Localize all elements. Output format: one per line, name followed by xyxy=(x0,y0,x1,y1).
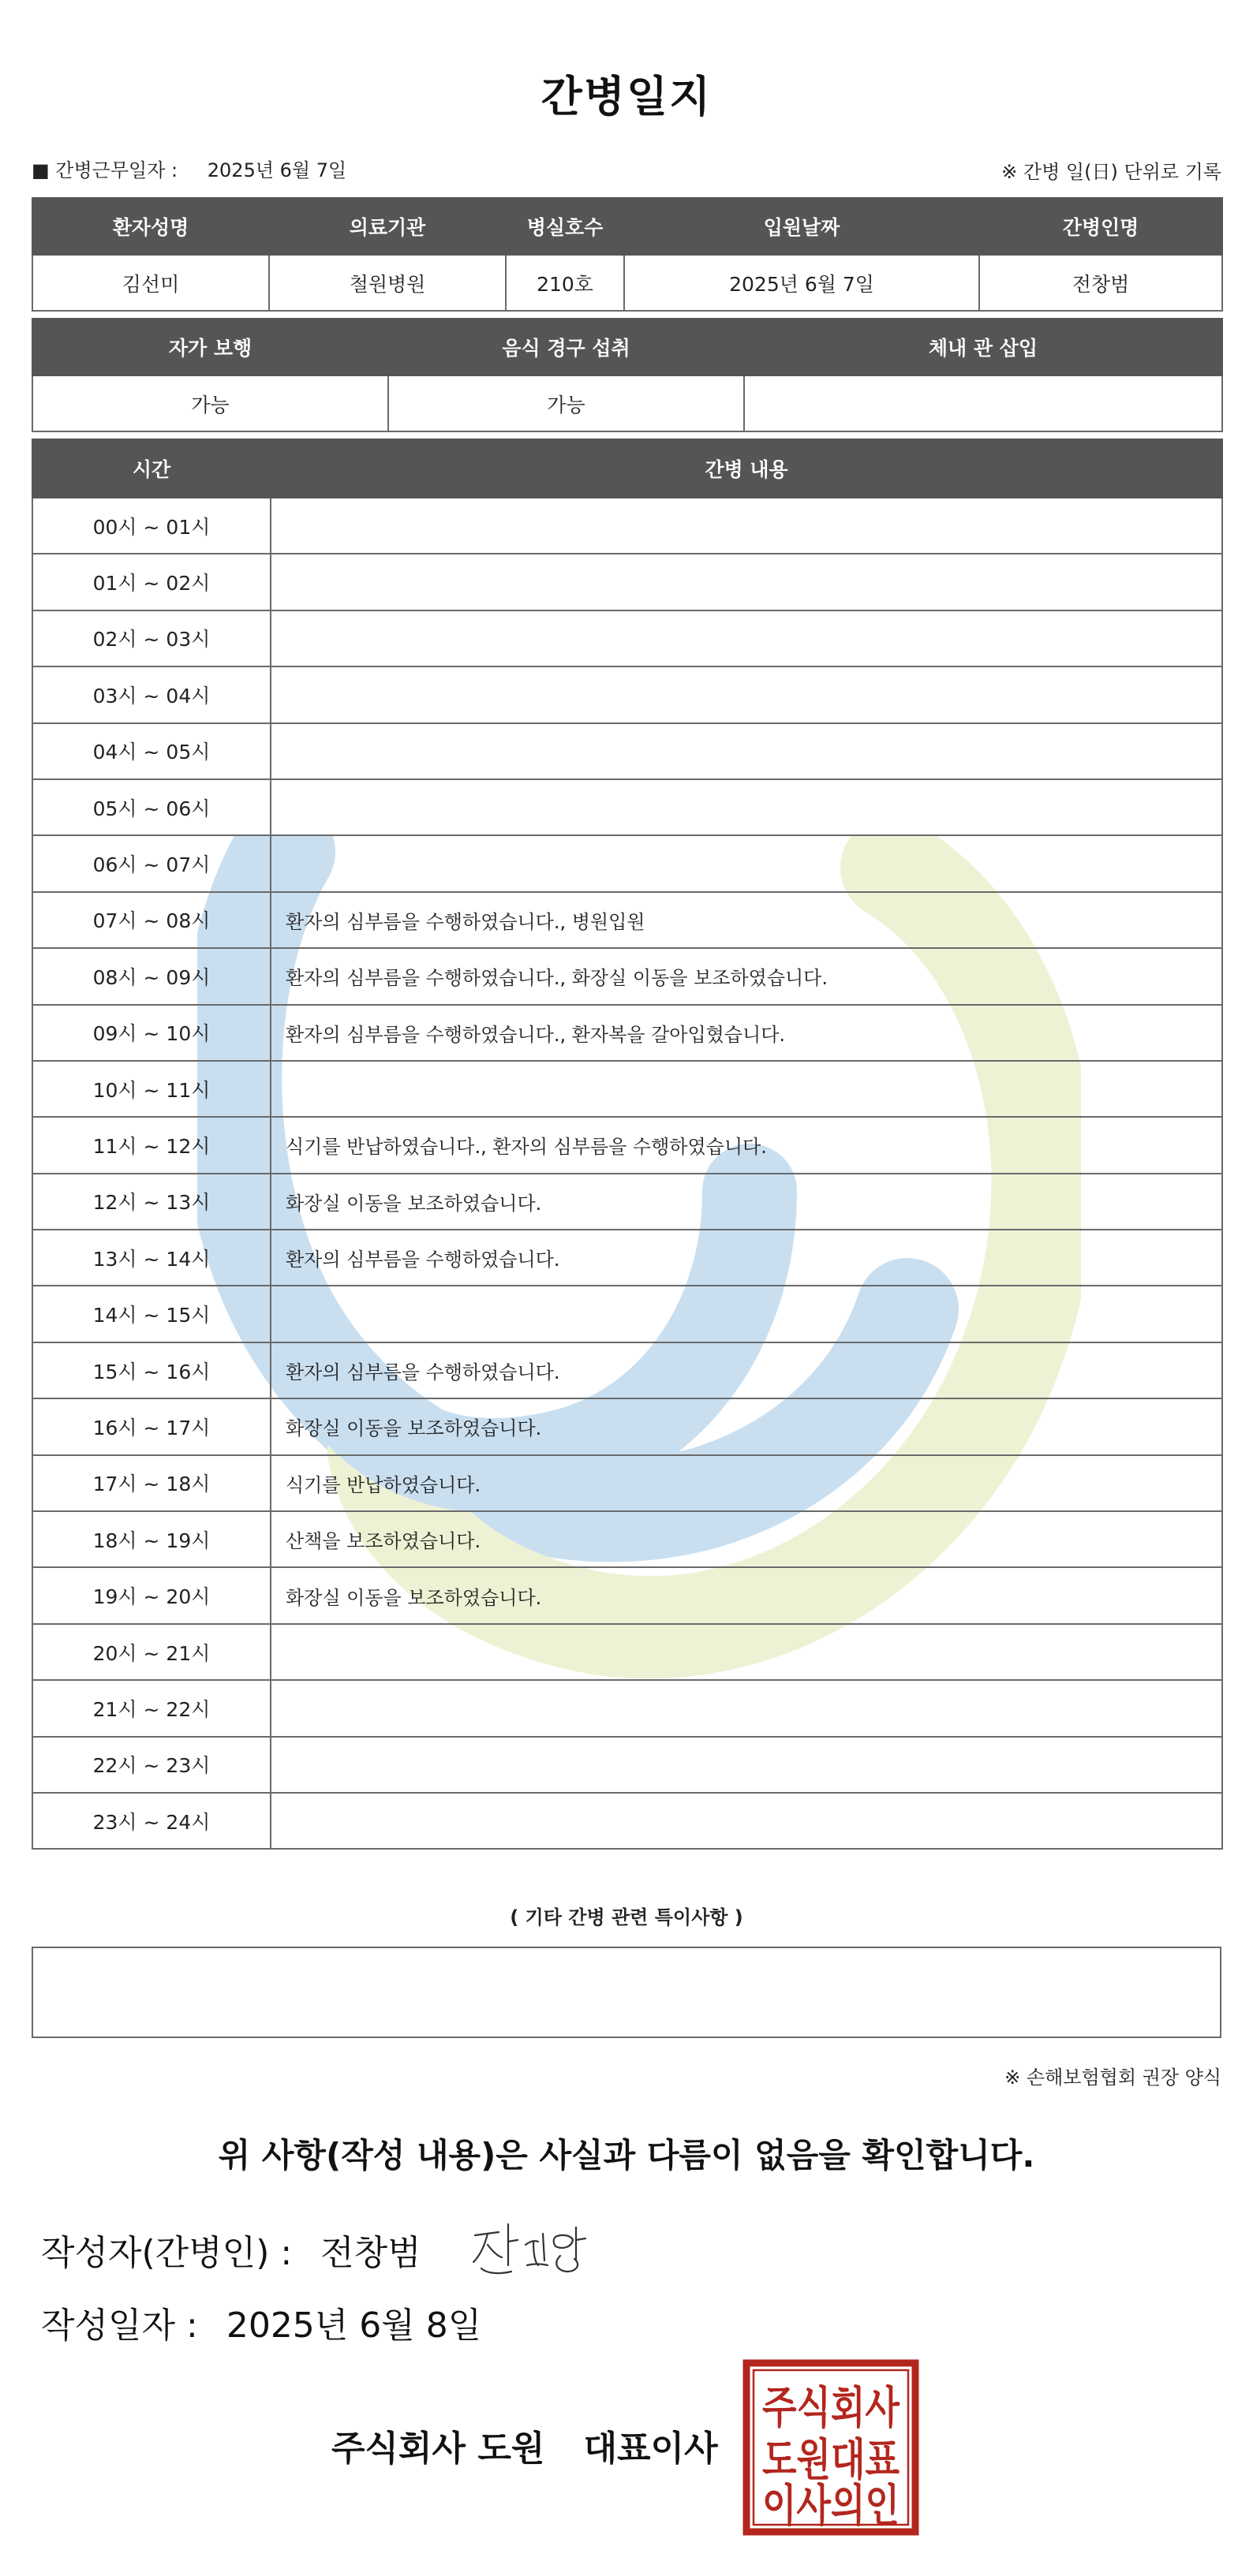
log-content xyxy=(271,779,1222,835)
oral-intake-value: 가능 xyxy=(388,375,744,431)
log-time: 17시 ~ 18시 xyxy=(32,1455,271,1511)
table-row xyxy=(32,1624,1222,1680)
table-row xyxy=(32,723,1222,779)
log-content: 화장실 이동을 보조하였습니다. xyxy=(271,1174,1222,1230)
log-content: 환자의 심부름을 수행하였습니다., 병원입원 xyxy=(271,892,1222,948)
log-content xyxy=(271,835,1222,891)
log-content: 환자의 심부름을 수행하였습니다., 환자복을 갈아입혔습니다. xyxy=(271,1005,1222,1061)
caregiver-name: 전창범 xyxy=(979,255,1222,311)
log-content xyxy=(271,1793,1222,1849)
table-row xyxy=(32,1680,1222,1736)
log-time: 00시 ~ 01시 xyxy=(32,498,271,554)
table-row xyxy=(32,1061,1222,1117)
log-content xyxy=(271,1624,1222,1680)
log-time: 12시 ~ 13시 xyxy=(32,1174,271,1230)
special-notes-box xyxy=(32,1947,1221,2038)
log-content xyxy=(271,610,1222,666)
writer-label: 작성자(간병인) : xyxy=(41,2233,293,2273)
patient-info-table xyxy=(32,197,1223,312)
log-time: 05시 ~ 06시 xyxy=(32,779,271,835)
header-time: 시간 xyxy=(32,439,271,498)
handwritten-signature xyxy=(470,2213,597,2284)
ability-table xyxy=(32,318,1223,432)
log-time: 11시 ~ 12시 xyxy=(32,1117,271,1173)
log-time: 04시 ~ 05시 xyxy=(32,723,271,779)
written-date-label: 작성일자 : xyxy=(41,2305,198,2346)
log-content xyxy=(271,1286,1222,1342)
log-time: 01시 ~ 02시 xyxy=(32,554,271,610)
header-room: 병실호수 xyxy=(506,198,624,255)
work-date xyxy=(32,155,346,182)
ability-value-row xyxy=(32,375,1222,431)
work-date-label: ■ 간병근무일자 : xyxy=(32,159,178,181)
log-time: 18시 ~ 19시 xyxy=(32,1511,271,1567)
log-time: 20시 ~ 21시 xyxy=(32,1624,271,1680)
svg-text:이사의인: 이사의인 xyxy=(762,2481,900,2532)
header-hospital: 의료기관 xyxy=(269,198,506,255)
table-row xyxy=(32,1737,1222,1793)
svg-text:도원대표: 도원대표 xyxy=(762,2435,900,2486)
header-self-walking: 자가 보행 xyxy=(32,319,388,375)
log-content xyxy=(271,1737,1222,1793)
log-content: 화장실 이동을 보조하였습니다. xyxy=(271,1398,1222,1454)
table-row xyxy=(32,1511,1222,1567)
daily-note: ※ 간병 일(日) 단위로 기록 xyxy=(1001,161,1221,183)
log-time: 22시 ~ 23시 xyxy=(32,1737,271,1793)
header-admission-date: 입원날짜 xyxy=(624,198,979,255)
log-content: 화장실 이동을 보조하였습니다. xyxy=(271,1567,1222,1623)
written-date: 2025년 6월 8일 xyxy=(226,2305,482,2346)
table-row xyxy=(32,779,1222,835)
table-row xyxy=(32,1174,1222,1230)
log-content: 식기를 반납하였습니다., 환자의 심부름을 수행하였습니다. xyxy=(271,1117,1222,1173)
table-row xyxy=(32,1455,1222,1511)
document-title: 간병일지 xyxy=(540,72,713,121)
admission-date: 2025년 6월 7일 xyxy=(624,255,979,311)
log-content: 환자의 심부름을 수행하였습니다., 화장실 이동을 보조하였습니다. xyxy=(271,948,1222,1004)
table-row xyxy=(32,554,1222,610)
table-row xyxy=(32,1342,1222,1398)
log-time: 02시 ~ 03시 xyxy=(32,610,271,666)
log-content xyxy=(271,554,1222,610)
log-time: 08시 ~ 09시 xyxy=(32,948,271,1004)
log-content: 환자의 심부름을 수행하였습니다. xyxy=(271,1230,1222,1286)
company-role: 대표이사 xyxy=(583,2429,718,2469)
header-care-content: 간병 내용 xyxy=(271,439,1222,498)
ability-header-row xyxy=(32,319,1222,375)
table-row xyxy=(32,498,1222,554)
table-row xyxy=(32,1567,1222,1623)
table-row xyxy=(32,1286,1222,1342)
log-header-row xyxy=(32,439,1222,498)
care-log-table xyxy=(32,439,1223,1850)
patient-value-row xyxy=(32,255,1222,311)
special-notes-label: ( 기타 간병 관련 특이사항 ) xyxy=(510,1906,743,1928)
patient-header-row xyxy=(32,198,1222,255)
log-content: 식기를 반납하였습니다. xyxy=(271,1455,1222,1511)
log-time: 15시 ~ 16시 xyxy=(32,1342,271,1398)
confirmation-statement: 위 사항(작성 내용)은 사실과 다름이 없음을 확인합니다. xyxy=(218,2136,1035,2175)
table-row xyxy=(32,892,1222,948)
table-row xyxy=(32,1230,1222,1286)
svg-text:주식회사: 주식회사 xyxy=(762,2383,900,2434)
table-row xyxy=(32,610,1222,666)
log-content xyxy=(271,498,1222,554)
tube-insertion-value xyxy=(744,375,1222,431)
header-caregiver: 간병인명 xyxy=(979,198,1222,255)
company-name: 주식회사 도원 xyxy=(331,2429,545,2469)
writer-name: 전창범 xyxy=(320,2233,421,2273)
log-time: 07시 ~ 08시 xyxy=(32,892,271,948)
log-time: 16시 ~ 17시 xyxy=(32,1398,271,1454)
table-row xyxy=(32,1793,1222,1849)
company-seal xyxy=(742,2358,920,2537)
writer-line xyxy=(41,2224,421,2275)
header-tube-insertion: 체내 관 삽입 xyxy=(744,319,1222,375)
header-oral-intake: 음식 경구 섭취 xyxy=(388,319,744,375)
company-signoff xyxy=(331,2420,718,2470)
log-content xyxy=(271,666,1222,722)
log-content: 산책을 보조하였습니다. xyxy=(271,1511,1222,1567)
self-walking-value: 가능 xyxy=(32,375,388,431)
log-time: 13시 ~ 14시 xyxy=(32,1230,271,1286)
log-content xyxy=(271,723,1222,779)
work-date-value: 2025년 6월 7일 xyxy=(207,159,347,181)
log-content xyxy=(271,1061,1222,1117)
log-time: 23시 ~ 24시 xyxy=(32,1793,271,1849)
table-row xyxy=(32,666,1222,722)
log-time: 14시 ~ 15시 xyxy=(32,1286,271,1342)
table-row xyxy=(32,1398,1222,1454)
written-date-line xyxy=(41,2297,481,2347)
log-content xyxy=(271,1680,1222,1736)
table-row xyxy=(32,835,1222,891)
log-time: 09시 ~ 10시 xyxy=(32,1005,271,1061)
log-content: 환자의 심부름을 수행하였습니다. xyxy=(271,1342,1222,1398)
table-row xyxy=(32,1005,1222,1061)
log-time: 03시 ~ 04시 xyxy=(32,666,271,722)
form-note: ※ 손해보험협회 권장 양식 xyxy=(1004,2066,1221,2089)
room-number: 210호 xyxy=(506,255,624,311)
log-time: 21시 ~ 22시 xyxy=(32,1680,271,1736)
hospital-name: 철원병원 xyxy=(269,255,506,311)
patient-name: 김선미 xyxy=(32,255,269,311)
log-time: 10시 ~ 11시 xyxy=(32,1061,271,1117)
log-time: 06시 ~ 07시 xyxy=(32,835,271,891)
header-patient-name: 환자성명 xyxy=(32,198,269,255)
table-row xyxy=(32,1117,1222,1173)
log-time: 19시 ~ 20시 xyxy=(32,1567,271,1623)
table-row xyxy=(32,948,1222,1004)
